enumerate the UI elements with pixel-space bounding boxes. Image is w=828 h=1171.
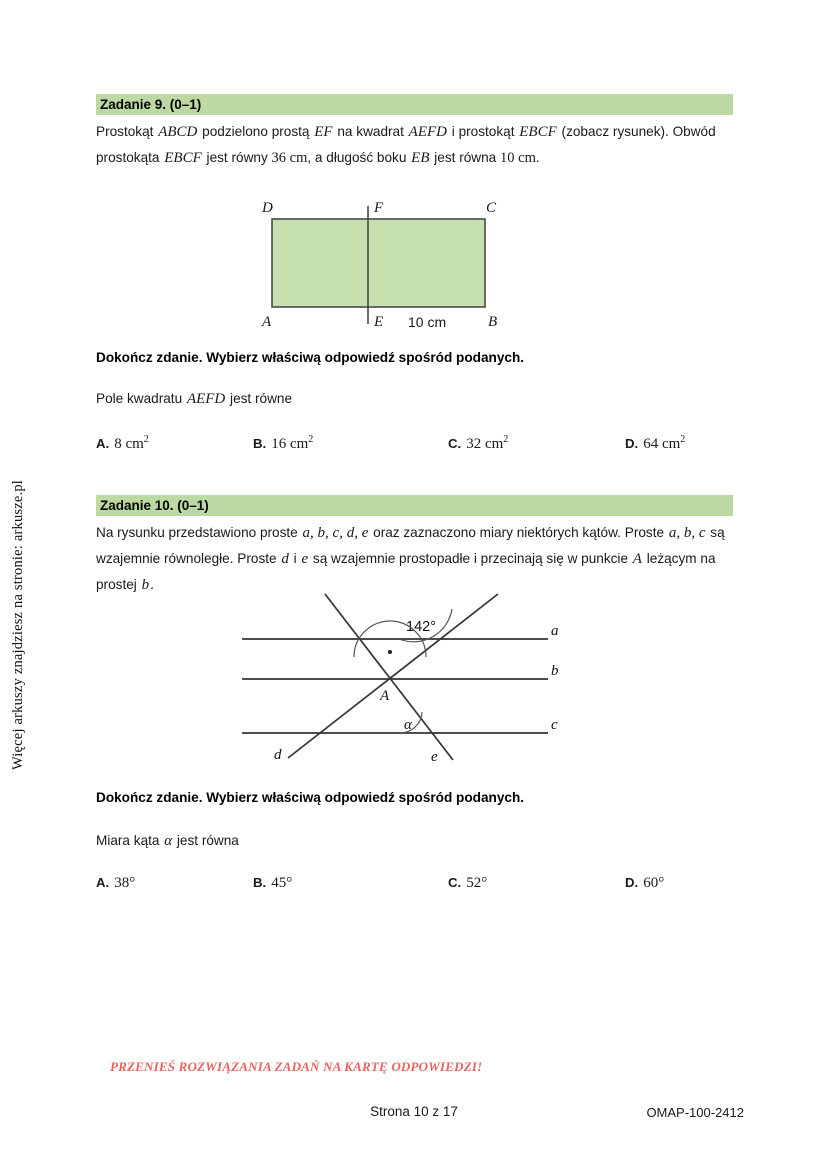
t9-math-eb: EB — [411, 150, 430, 166]
t10-stem-math: α — [164, 833, 173, 849]
task10-answer-a-label: A. — [96, 875, 110, 890]
label-F: F — [374, 200, 384, 216]
t10-stem-post: jest równa — [176, 833, 239, 848]
task9-answer-d-text: 64 cm — [643, 436, 681, 452]
task9-figure — [236, 194, 526, 334]
task10-answer-c[interactable] — [448, 875, 487, 892]
task9-prompt: Dokończ zdanie. Wybierz właściwą odpowiedź spośród podanych. — [96, 350, 525, 365]
line-label-a: a — [551, 623, 559, 639]
point-label-A: A — [380, 688, 390, 704]
task10-stem — [96, 833, 239, 850]
line-label-e: e — [431, 749, 438, 765]
task10-answer-d-value: 60° — [643, 875, 665, 891]
task9-answer-d-label: D. — [625, 436, 639, 451]
t9-text-p1: Prostokąt — [96, 124, 154, 139]
right-angle-dot-icon — [388, 650, 392, 654]
task10-answer-b[interactable] — [253, 875, 292, 892]
task9-header: Zadanie 9. (0–1) — [96, 94, 733, 115]
t9-stem-post: jest równe — [230, 391, 293, 406]
task9-answer-d-exp: 2 — [680, 434, 686, 445]
t9-text-p8: jest równa — [434, 150, 497, 165]
sheet-code: OMAP-100-2412 — [646, 1105, 744, 1120]
side-watermark: Więcej arkuszy znajdziesz na stronie: arkusze.pl — [10, 479, 26, 770]
t10-stem-pre: Miara kąta — [96, 833, 160, 848]
task10-answers — [96, 875, 741, 899]
t9-math-ebcf-2: EBCF — [164, 150, 202, 166]
task9-answer-a-value — [109, 436, 149, 452]
label-B: B — [488, 314, 498, 330]
t9-text-p9: . — [535, 150, 540, 165]
angle-label-142: 142° — [406, 619, 436, 635]
task9-answer-a[interactable] — [96, 434, 149, 453]
task9-answer-b-value — [266, 436, 313, 452]
t10-math-lines: a, b, c, d, e — [302, 525, 369, 541]
t9-stem-math: AEFD — [186, 391, 226, 407]
rectangle-abcd — [272, 219, 485, 307]
task10-answer-a[interactable] — [96, 875, 135, 892]
task9-answer-b-label: B. — [253, 436, 267, 451]
t10-text-p2: oraz zaznaczono miary niektórych kątów. — [373, 525, 621, 540]
t10-math-e: e — [301, 551, 309, 567]
t10-text-p9: . — [150, 577, 154, 592]
task9-answer-b[interactable] — [253, 434, 313, 453]
line-label-d: d — [274, 747, 282, 763]
t9-math-10cm: 10 cm — [500, 150, 536, 166]
label-A: A — [262, 314, 272, 330]
line-label-c: c — [551, 717, 558, 733]
t10-text-p7: i przecinają się w punkcie — [473, 551, 629, 566]
transfer-answers-note: PRZENIEŚ ROZWIĄZANIA ZADAŃ NA KARTĘ ODPOWIEDZI! — [110, 1059, 483, 1074]
task9-answer-a-label: A. — [96, 436, 110, 451]
label-E: E — [374, 314, 384, 330]
task10-prompt: Dokończ zdanie. Wybierz właściwą odpowiedź spośród podanych. — [96, 790, 525, 805]
task9-answer-b-exp: 2 — [308, 434, 314, 445]
task10-answer-d[interactable] — [625, 875, 664, 892]
t10-text-p1: Na rysunku przedstawiono proste — [96, 525, 298, 540]
line-label-b: b — [551, 663, 559, 679]
task9-answer-c-label: C. — [448, 436, 462, 451]
t9-stem-pre: Pole kwadratu — [96, 391, 183, 406]
task10-answer-c-value: 52° — [466, 875, 488, 891]
t9-text-p7: , a długość boku — [307, 150, 407, 165]
task9-body — [96, 119, 741, 171]
task9-answer-b-text: 16 cm — [271, 436, 309, 452]
label-side-10cm: 10 cm — [408, 314, 447, 330]
task10-answer-d-label: D. — [625, 875, 639, 890]
t9-math-ebcf: EBCF — [519, 124, 557, 140]
task9-answers — [96, 434, 741, 458]
t10-text-p4: są wzajemnie równoległe. Proste — [96, 525, 725, 566]
task9-answer-c-value — [461, 436, 508, 452]
t10-math-b: b — [141, 577, 150, 593]
t10-math-d: d — [281, 551, 289, 567]
task9-answer-c-exp: 2 — [503, 434, 509, 445]
t9-text-p2: podzielono prostą — [202, 124, 310, 139]
t10-text-p3: Proste — [624, 525, 665, 540]
parallel-lines-diagram-svg — [230, 585, 580, 775]
task9-answer-a-exp: 2 — [143, 434, 149, 445]
t9-math-aefd: AEFD — [408, 124, 447, 140]
t9-text-p3: na kwadrat — [337, 124, 404, 139]
task10-answer-b-label: B. — [253, 875, 267, 890]
task10-answer-b-value: 45° — [271, 875, 293, 891]
t10-text-p8: leżącym na prostej — [96, 551, 716, 592]
t9-math-36cm: 36 cm — [271, 150, 308, 166]
task10-answer-a-value: 38° — [114, 875, 136, 891]
task9-answer-d[interactable] — [625, 434, 685, 453]
t9-text-p6: jest równy — [206, 150, 268, 165]
t10-text-p6: są wzajemnie prostopadłe — [312, 551, 471, 566]
task10-answer-c-label: C. — [448, 875, 462, 890]
label-C: C — [486, 200, 497, 216]
task9-stem — [96, 391, 292, 408]
task10-header: Zadanie 10. (0–1) — [96, 495, 733, 516]
t9-text-p4: i prostokąt — [451, 124, 515, 139]
t9-math-ef: EF — [314, 124, 333, 140]
label-D: D — [262, 200, 273, 216]
rectangle-diagram-svg — [236, 194, 526, 334]
task9-answer-d-value — [638, 436, 685, 452]
task9-answer-c[interactable] — [448, 434, 508, 453]
t9-math-abcd: ABCD — [158, 124, 198, 140]
t10-text-p5: i — [293, 551, 297, 566]
angle-label-alpha: α — [404, 717, 412, 733]
t10-math-abc: a, b, c — [668, 525, 706, 541]
page-number: Strona 10 z 17 — [370, 1104, 458, 1119]
t9-text-p5: (zobacz rysunek). Obwód prostokąta — [96, 124, 716, 165]
task9-answer-a-text: 8 cm — [114, 436, 144, 452]
t10-math-A: A — [632, 551, 642, 567]
task10-figure — [230, 585, 580, 775]
task9-answer-c-text: 32 cm — [466, 436, 504, 452]
